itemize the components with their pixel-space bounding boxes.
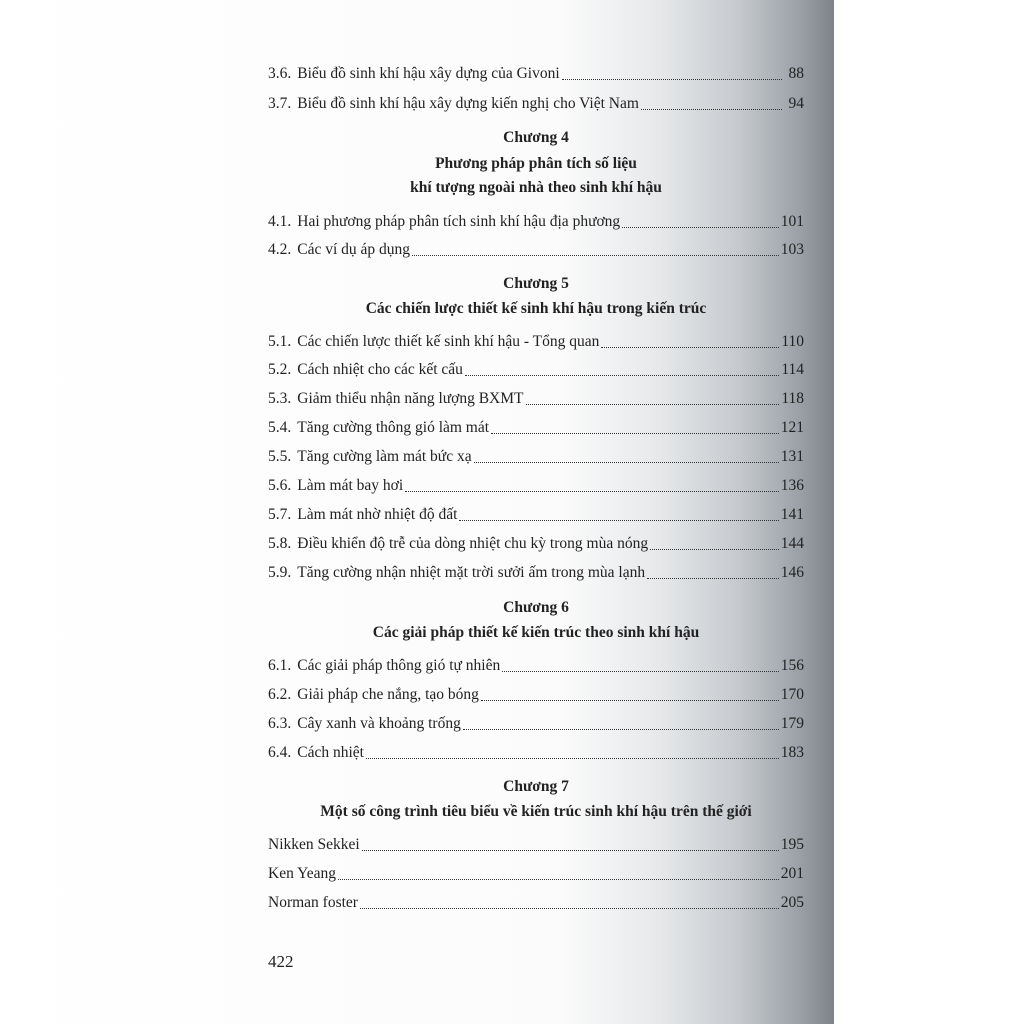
toc-entry-6-2[interactable] (268, 681, 804, 705)
section-number: 6.3. (268, 715, 292, 732)
dot-leader (491, 432, 779, 434)
dot-leader (459, 519, 778, 521)
dot-leader (412, 254, 779, 256)
section-title: Tăng cường làm mát bức xạ (297, 448, 472, 465)
page-ref: 146 (780, 564, 804, 581)
dot-leader (366, 757, 779, 759)
section-title: Cách nhiệt cho các kết cấu (297, 361, 463, 378)
section-number: 5.1. (268, 333, 292, 350)
page-ref: 118 (781, 390, 804, 407)
chapter-4-title-line2: khí tượng ngoài nhà theo sinh khí hậu (410, 179, 662, 196)
chapter-7-label: Chương 7 (503, 778, 569, 795)
page-ref: 179 (780, 715, 804, 732)
section-number: 5.8. (268, 535, 292, 552)
section-number: 4.1. (268, 213, 292, 230)
section-number: 5.6. (268, 477, 292, 494)
page-margin (834, 0, 1024, 1024)
section-number: 5.9. (268, 564, 292, 581)
page-ref: 101 (780, 213, 804, 230)
page-number: 422 (268, 952, 294, 971)
page-ref: 201 (780, 865, 804, 882)
section-number: 6.4. (268, 744, 292, 761)
toc-entry-5-4[interactable] (268, 414, 804, 438)
section-number: 5.4. (268, 419, 292, 436)
dot-leader (481, 699, 779, 701)
toc-entry-4-2[interactable] (268, 236, 804, 260)
chapter-6-title-line1: Các giải pháp thiết kế kiến trúc theo sinh khí hậu (372, 624, 700, 641)
dot-leader (647, 577, 779, 579)
section-number: 5.5. (268, 448, 292, 465)
chapter-5-label: Chương 5 (503, 275, 569, 292)
toc-entry-6-3[interactable] (268, 710, 804, 734)
toc-entry-5-3[interactable] (268, 385, 804, 409)
dot-leader (463, 728, 779, 730)
chapter-7-title-line1: Một số công trình tiêu biểu về kiến trúc sinh khí hậu trên thế giới (320, 803, 752, 820)
toc-entry-norman-foster[interactable] (268, 889, 804, 913)
section-title: Điều khiển độ trễ của dòng nhiệt chu kỳ trong mùa nóng (297, 535, 649, 552)
section-title: Tăng cường nhận nhiệt mặt trời sưởi ấm trong mùa lạnh (297, 564, 646, 581)
page-ref: 110 (781, 333, 804, 350)
section-title: Các chiến lược thiết kế sinh khí hậu - Tổng quan (297, 333, 600, 350)
toc-entry-5-6[interactable] (268, 472, 804, 496)
section-title: Hai phương pháp phân tích sinh khí hậu địa phương (297, 213, 621, 230)
section-title: Norman foster (268, 894, 358, 911)
toc-entry-ken-yeang[interactable] (268, 860, 804, 884)
chapter-4-title-line1: Phương pháp phân tích số liệu (435, 155, 637, 172)
toc-entry-6-4[interactable] (268, 739, 804, 763)
section-title: Biểu đồ sinh khí hậu xây dựng của Givoni (297, 65, 560, 82)
page-ref: 94 (788, 95, 804, 112)
dot-leader (502, 670, 779, 672)
toc-entry-3-7[interactable] (268, 90, 804, 114)
toc-entry-5-8[interactable] (268, 530, 804, 554)
page-ref: 114 (781, 361, 804, 378)
section-title: Biểu đồ sinh khí hậu xây dựng kiến nghị cho Việt Nam (297, 95, 639, 112)
page-ref: 144 (780, 535, 804, 552)
page-ref: 183 (780, 744, 804, 761)
dot-leader (562, 78, 782, 80)
section-title: Nikken Sekkei (268, 836, 360, 853)
section-title: Cây xanh và khoảng trống (297, 715, 461, 732)
dot-leader (601, 346, 779, 348)
page-ref: 141 (780, 506, 804, 523)
toc-entry-4-1[interactable] (268, 208, 804, 232)
toc-entry-5-7[interactable] (268, 501, 804, 525)
section-title: Tăng cường thông gió làm mát (297, 419, 490, 436)
page-ref: 131 (780, 448, 804, 465)
toc-entry-5-9[interactable] (268, 559, 804, 583)
dot-leader (641, 108, 782, 110)
section-number: 4.2. (268, 241, 292, 258)
chapter-4-label: Chương 4 (503, 129, 569, 146)
section-number: 3.7. (268, 95, 292, 112)
section-title: Làm mát nhờ nhiệt độ đất (297, 506, 458, 523)
section-title: Các ví dụ áp dụng (297, 241, 411, 258)
page-ref: 136 (780, 477, 804, 494)
section-title: Làm mát bay hơi (297, 477, 404, 494)
chapter-6-label: Chương 6 (503, 599, 569, 616)
toc-entry-nikken-sekkei[interactable] (268, 831, 804, 855)
toc-entry-3-6[interactable] (268, 60, 804, 84)
page-ref: 195 (780, 836, 804, 853)
toc-entry-5-2[interactable] (268, 356, 804, 380)
page-ref: 121 (780, 419, 804, 436)
page-ref: 88 (788, 65, 804, 82)
dot-leader (622, 226, 779, 228)
page-ref: 205 (780, 894, 804, 911)
section-title: Các giải pháp thông gió tự nhiên (297, 657, 501, 674)
toc-entry-5-5[interactable] (268, 443, 804, 467)
section-number: 6.1. (268, 657, 292, 674)
toc-entry-5-1[interactable] (268, 328, 804, 352)
dot-leader (650, 548, 779, 550)
dot-leader (405, 490, 779, 492)
section-number: 5.3. (268, 390, 292, 407)
dot-leader (526, 403, 780, 405)
dot-leader (362, 849, 779, 851)
toc-entry-6-1[interactable] (268, 652, 804, 676)
section-title: Ken Yeang (268, 865, 337, 882)
dot-leader (360, 907, 779, 909)
section-number: 6.2. (268, 686, 292, 703)
section-title: Cách nhiệt (297, 744, 364, 761)
dot-leader (338, 878, 779, 880)
section-number: 5.7. (268, 506, 292, 523)
section-number: 5.2. (268, 361, 292, 378)
chapter-5-title-line1: Các chiến lược thiết kế sinh khí hậu trong kiến trúc (365, 300, 707, 317)
dot-leader (474, 461, 779, 463)
page-ref: 103 (780, 241, 804, 258)
section-title: Giải pháp che nắng, tạo bóng (297, 686, 479, 703)
dot-leader (465, 374, 779, 376)
page-ref: 170 (780, 686, 804, 703)
page-ref: 156 (780, 657, 804, 674)
section-title: Giảm thiểu nhận năng lượng BXMT (297, 390, 524, 407)
section-number: 3.6. (268, 65, 292, 82)
